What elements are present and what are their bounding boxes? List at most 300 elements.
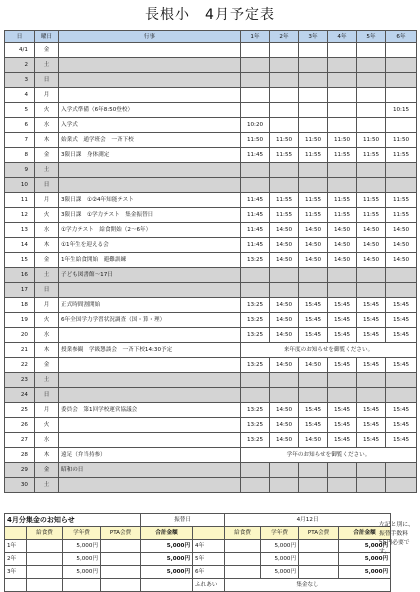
- dismissal-time-cell: [299, 58, 328, 73]
- dismissal-time-cell: [270, 178, 299, 193]
- dismissal-time-cell: 13:25: [241, 358, 270, 373]
- dismissal-time-cell: 14:50: [299, 253, 328, 268]
- weekday-cell: 火: [35, 313, 59, 328]
- day-cell: 21: [5, 343, 35, 358]
- dismissal-time-cell: [270, 478, 299, 493]
- event-cell: [59, 178, 241, 193]
- fee-empty: [101, 579, 141, 592]
- dismissal-time-cell: [357, 43, 386, 58]
- day-cell: 25: [5, 403, 35, 418]
- fee-pta: [299, 540, 339, 553]
- dismissal-time-cell: 11:55: [270, 193, 299, 208]
- event-cell: [59, 418, 241, 433]
- dismissal-time-cell: [328, 103, 357, 118]
- event-cell: [59, 73, 241, 88]
- event-cell: 3限日課 身体測定: [59, 148, 241, 163]
- weekday-cell: 水: [35, 433, 59, 448]
- day-cell: 16: [5, 268, 35, 283]
- dismissal-time-cell: 11:50: [386, 133, 417, 148]
- weekday-cell: 木: [35, 133, 59, 148]
- table-row: [5, 388, 417, 403]
- dismissal-time-cell: [357, 478, 386, 493]
- dismissal-time-cell: [386, 283, 417, 298]
- dismissal-time-cell: 15:45: [386, 358, 417, 373]
- fee-grade-fee: 5,000円: [261, 553, 299, 566]
- event-cell: [59, 43, 241, 58]
- table-row: [5, 418, 417, 433]
- transfer-date-label: 振替日: [141, 514, 225, 527]
- day-cell: 30: [5, 478, 35, 493]
- weekday-cell: 金: [35, 43, 59, 58]
- dismissal-time-cell: [357, 73, 386, 88]
- header-grade1: 1年: [241, 31, 270, 43]
- fee-total: 5,000円: [141, 566, 193, 579]
- dismissal-time-cell: [270, 388, 299, 403]
- dismissal-time-cell: [241, 283, 270, 298]
- dismissal-time-cell: [357, 283, 386, 298]
- day-cell: 28: [5, 448, 35, 463]
- fee-grade-fee: 5,000円: [261, 566, 299, 579]
- dismissal-time-cell: 14:50: [270, 238, 299, 253]
- table-row: [5, 103, 417, 118]
- dismissal-time-cell: 15:45: [299, 298, 328, 313]
- dismissal-time-cell: [386, 73, 417, 88]
- weekday-cell: 水: [35, 223, 59, 238]
- event-cell: 遠足（弁当持参）: [59, 448, 241, 463]
- table-row: [5, 223, 417, 238]
- dismissal-time-cell: [328, 388, 357, 403]
- event-cell: 3限日課 ①②4年知能テスト: [59, 193, 241, 208]
- fee-row: [5, 553, 391, 566]
- fee-empty: [27, 579, 63, 592]
- table-row: [5, 403, 417, 418]
- dismissal-time-cell: [357, 463, 386, 478]
- header-day: 日: [5, 31, 35, 43]
- day-cell: 20: [5, 328, 35, 343]
- dismissal-time-cell: [299, 478, 328, 493]
- event-cell: ①学力テスト 給食開始（2～6年）: [59, 223, 241, 238]
- weekday-cell: 月: [35, 193, 59, 208]
- fee-header-pta: PTA会費: [101, 527, 141, 540]
- dismissal-time-cell: 13:25: [241, 253, 270, 268]
- header-event: 行事: [59, 31, 241, 43]
- dismissal-time-cell: 11:45: [241, 208, 270, 223]
- dismissal-time-cell: 11:50: [270, 133, 299, 148]
- fee-lunch: [225, 566, 261, 579]
- fee-grade-fee: 5,000円: [63, 566, 101, 579]
- dismissal-time-cell: [386, 43, 417, 58]
- dismissal-time-cell: [299, 73, 328, 88]
- dismissal-time-cell: 15:45: [357, 358, 386, 373]
- dismissal-time-cell: 11:55: [328, 148, 357, 163]
- dismissal-time-cell: 11:55: [386, 193, 417, 208]
- dismissal-time-cell: 15:45: [328, 328, 357, 343]
- dismissal-time-cell: 11:55: [357, 148, 386, 163]
- dismissal-time-cell: 15:45: [386, 298, 417, 313]
- dismissal-time-cell: 11:55: [299, 208, 328, 223]
- day-cell: 17: [5, 283, 35, 298]
- day-cell: 6: [5, 118, 35, 133]
- fee-header-total: 合計金額: [141, 527, 193, 540]
- day-cell: 7: [5, 133, 35, 148]
- dismissal-time-cell: [328, 178, 357, 193]
- fee-title: 4月分集金のお知らせ: [5, 514, 141, 527]
- dismissal-time-cell: [299, 43, 328, 58]
- table-row: [5, 253, 417, 268]
- dismissal-time-cell: [328, 73, 357, 88]
- fee-empty: [5, 579, 27, 592]
- day-cell: 19: [5, 313, 35, 328]
- dismissal-time-cell: [270, 103, 299, 118]
- dismissal-time-cell: [270, 283, 299, 298]
- dismissal-time-cell: [270, 373, 299, 388]
- dismissal-time-cell: [270, 268, 299, 283]
- header-grade3: 3年: [299, 31, 328, 43]
- dismissal-time-cell: [241, 103, 270, 118]
- dismissal-time-cell: 14:50: [270, 253, 299, 268]
- fee-total: 5,000円: [141, 553, 193, 566]
- fee-empty: [141, 579, 193, 592]
- dismissal-time-cell: [386, 118, 417, 133]
- event-cell: [59, 283, 241, 298]
- dismissal-time-cell: 11:55: [386, 148, 417, 163]
- event-cell: [59, 328, 241, 343]
- day-cell: 23: [5, 373, 35, 388]
- dismissal-time-cell: 11:50: [241, 133, 270, 148]
- event-cell: 3限日課 ①学力テスト 集金振替日: [59, 208, 241, 223]
- day-cell: 10: [5, 178, 35, 193]
- fee-header-grade: 学年費: [261, 527, 299, 540]
- fee-grade: 1年: [5, 540, 27, 553]
- fee-pta: [101, 553, 141, 566]
- table-row: [5, 343, 417, 358]
- table-row: [5, 118, 417, 133]
- fee-side-note: 左記と別に、振替手数料55円必要です。: [379, 522, 414, 555]
- day-cell: 4/1: [5, 43, 35, 58]
- weekday-cell: 金: [35, 253, 59, 268]
- dismissal-time-cell: [299, 163, 328, 178]
- fee-grade: 2年: [5, 553, 27, 566]
- weekday-cell: 土: [35, 268, 59, 283]
- day-cell: 12: [5, 208, 35, 223]
- dismissal-time-cell: 14:50: [357, 223, 386, 238]
- table-row: [5, 268, 417, 283]
- dismissal-time-cell: 15:45: [328, 358, 357, 373]
- dismissal-time-cell: [241, 478, 270, 493]
- dismissal-time-cell: 14:50: [270, 403, 299, 418]
- event-cell: 授業参観 学級懇談会 一斉下校14:30予定: [59, 343, 241, 358]
- table-row: [5, 433, 417, 448]
- dismissal-time-cell: 15:45: [357, 418, 386, 433]
- dismissal-time-cell: 13:25: [241, 313, 270, 328]
- dismissal-time-cell: [328, 373, 357, 388]
- dismissal-time-cell: [241, 163, 270, 178]
- event-cell: 昭和の日: [59, 463, 241, 478]
- weekday-cell: 木: [35, 448, 59, 463]
- table-row: [5, 358, 417, 373]
- weekday-cell: 土: [35, 163, 59, 178]
- dismissal-time-cell: [328, 88, 357, 103]
- table-row: [5, 463, 417, 478]
- event-cell: 始業式 通学班会 一斉下校: [59, 133, 241, 148]
- dismissal-time-cell: 14:50: [386, 223, 417, 238]
- dismissal-time-cell: [386, 58, 417, 73]
- dismissal-time-cell: 15:45: [299, 313, 328, 328]
- day-cell: 13: [5, 223, 35, 238]
- dismissal-time-cell: 11:50: [328, 133, 357, 148]
- dismissal-time-cell: 14:50: [328, 253, 357, 268]
- fee-total: 5,000円: [339, 553, 391, 566]
- weekday-cell: 水: [35, 328, 59, 343]
- event-cell: [59, 433, 241, 448]
- table-row: [5, 73, 417, 88]
- fee-header-row: [5, 527, 391, 540]
- table-row: [5, 88, 417, 103]
- dismissal-time-cell: [357, 103, 386, 118]
- transfer-date: 4月12日: [225, 514, 391, 527]
- dismissal-time-cell: [270, 43, 299, 58]
- dismissal-time-cell: [241, 373, 270, 388]
- fee-grade-fee: 5,000円: [261, 540, 299, 553]
- page-title: 長根小 4月予定表: [145, 7, 275, 23]
- dismissal-time-cell: [357, 373, 386, 388]
- fee-none: 集金なし: [225, 579, 391, 592]
- dismissal-time-cell: 15:45: [386, 433, 417, 448]
- table-row: [5, 238, 417, 253]
- fee-row: [5, 540, 391, 553]
- dismissal-time-cell: [328, 43, 357, 58]
- table-row: [5, 58, 417, 73]
- weekday-cell: 土: [35, 373, 59, 388]
- weekday-cell: 金: [35, 463, 59, 478]
- fee-grade: 3年: [5, 566, 27, 579]
- dismissal-time-cell: 15:45: [299, 403, 328, 418]
- dismissal-time-cell: [386, 163, 417, 178]
- fee-grade: 4年: [193, 540, 225, 553]
- dismissal-time-cell: [299, 373, 328, 388]
- fee-lunch: [27, 553, 63, 566]
- fee-grade-fee: 5,000円: [63, 540, 101, 553]
- dismissal-time-cell: 15:45: [386, 418, 417, 433]
- dismissal-time-cell: [241, 73, 270, 88]
- day-cell: 5: [5, 103, 35, 118]
- fee-grade-header: [5, 527, 27, 540]
- dismissal-time-cell: 11:55: [328, 208, 357, 223]
- dismissal-time-cell: [357, 58, 386, 73]
- weekday-cell: 火: [35, 208, 59, 223]
- dismissal-time-cell: 14:50: [270, 328, 299, 343]
- dismissal-time-cell: 11:55: [299, 148, 328, 163]
- table-row: [5, 313, 417, 328]
- dismissal-time-cell: [357, 88, 386, 103]
- fee-row: [5, 566, 391, 579]
- dismissal-time-cell: [328, 268, 357, 283]
- day-cell: 11: [5, 193, 35, 208]
- schedule-table: [4, 30, 417, 493]
- dismissal-time-cell: 11:55: [386, 208, 417, 223]
- dismissal-time-cell: 14:50: [270, 433, 299, 448]
- weekday-cell: 月: [35, 298, 59, 313]
- day-cell: 8: [5, 148, 35, 163]
- weekday-cell: 火: [35, 418, 59, 433]
- dismissal-time-cell: [270, 118, 299, 133]
- dismissal-time-cell: 11:55: [299, 193, 328, 208]
- fee-total: 5,000円: [339, 566, 391, 579]
- dismissal-time-cell: [328, 58, 357, 73]
- fee-header-lunch: 給食費: [225, 527, 261, 540]
- day-cell: 27: [5, 433, 35, 448]
- dismissal-time-cell: [299, 268, 328, 283]
- dismissal-time-cell: [241, 268, 270, 283]
- dismissal-time-cell: [328, 283, 357, 298]
- dismissal-time-cell: [328, 478, 357, 493]
- fee-grade-fee: 5,000円: [63, 553, 101, 566]
- dismissal-time-cell: 14:50: [299, 358, 328, 373]
- dismissal-time-cell: [357, 118, 386, 133]
- event-cell: [59, 373, 241, 388]
- fee-pta: [299, 553, 339, 566]
- dismissal-time-cell: 14:50: [299, 238, 328, 253]
- dismissal-time-cell: 15:45: [357, 403, 386, 418]
- dismissal-time-cell: 14:50: [328, 238, 357, 253]
- day-cell: 3: [5, 73, 35, 88]
- dismissal-time-cell: 15:45: [357, 328, 386, 343]
- dismissal-time-cell: [386, 463, 417, 478]
- weekday-cell: 土: [35, 58, 59, 73]
- dismissal-time-cell: [386, 88, 417, 103]
- fee-lunch: [27, 566, 63, 579]
- dismissal-time-cell: 14:50: [299, 223, 328, 238]
- dismissal-time-cell: [299, 463, 328, 478]
- dismissal-time-cell: 14:50: [270, 223, 299, 238]
- header-grade6: 6年: [386, 31, 417, 43]
- dismissal-time-cell: 14:50: [386, 253, 417, 268]
- dismissal-time-cell: [357, 388, 386, 403]
- dismissal-time-cell: 15:45: [386, 403, 417, 418]
- dismissal-time-cell: 14:50: [270, 313, 299, 328]
- event-cell: [59, 358, 241, 373]
- dismissal-time-cell: 15:45: [386, 328, 417, 343]
- dismissal-time-cell: 11:45: [241, 223, 270, 238]
- weekday-cell: 水: [35, 118, 59, 133]
- dismissal-time-cell: 11:55: [328, 193, 357, 208]
- dismissal-time-cell: 14:50: [357, 238, 386, 253]
- weekday-cell: 月: [35, 403, 59, 418]
- fee-grade-header: [193, 527, 225, 540]
- weekday-cell: 木: [35, 343, 59, 358]
- dismissal-time-cell: 15:45: [386, 313, 417, 328]
- dismissal-time-cell: [299, 118, 328, 133]
- dismissal-time-cell: [328, 163, 357, 178]
- weekday-cell: 日: [35, 73, 59, 88]
- day-cell: 4: [5, 88, 35, 103]
- dismissal-time-cell: [386, 268, 417, 283]
- dismissal-time-cell: 15:45: [328, 418, 357, 433]
- dismissal-time-cell: [270, 463, 299, 478]
- weekday-cell: 木: [35, 238, 59, 253]
- header-weekday: 曜日: [35, 31, 59, 43]
- dismissal-time-cell: 13:25: [241, 403, 270, 418]
- dismissal-time-cell: [299, 103, 328, 118]
- fee-row: [5, 579, 391, 592]
- dismissal-time-cell: [270, 163, 299, 178]
- dismissal-time-cell: 11:55: [357, 208, 386, 223]
- event-cell: 正式時間割開始: [59, 298, 241, 313]
- table-row: [5, 193, 417, 208]
- fee-header-grade: 学年費: [63, 527, 101, 540]
- dismissal-time-cell: [270, 58, 299, 73]
- header-grade5: 5年: [357, 31, 386, 43]
- dismissal-time-cell: [357, 178, 386, 193]
- fee-pta: [101, 566, 141, 579]
- day-cell: 24: [5, 388, 35, 403]
- event-cell: 入学式: [59, 118, 241, 133]
- dismissal-time-cell: 15:45: [328, 298, 357, 313]
- dismissal-time-cell: 13:25: [241, 328, 270, 343]
- dismissal-time-cell: 13:25: [241, 433, 270, 448]
- fee-empty: [63, 579, 101, 592]
- fee-grade: 6年: [193, 566, 225, 579]
- event-cell: 委員会 第1回学校運営協議会: [59, 403, 241, 418]
- dismissal-time-cell: 15:45: [299, 418, 328, 433]
- weekday-cell: 金: [35, 148, 59, 163]
- weekday-cell: 日: [35, 178, 59, 193]
- day-cell: 9: [5, 163, 35, 178]
- event-cell: [59, 88, 241, 103]
- event-cell: 6年全国学力学習状況調査（国・算・理）: [59, 313, 241, 328]
- dismissal-time-cell: 10:20: [241, 118, 270, 133]
- fee-pta: [299, 566, 339, 579]
- day-cell: 26: [5, 418, 35, 433]
- table-row: [5, 298, 417, 313]
- fee-total: 5,000円: [141, 540, 193, 553]
- note-cell: 学年のお知らせを御覧ください。: [241, 448, 417, 463]
- dismissal-time-cell: 14:50: [270, 298, 299, 313]
- dismissal-time-cell: 11:50: [299, 133, 328, 148]
- event-cell: [59, 388, 241, 403]
- dismissal-time-cell: [299, 283, 328, 298]
- table-row: [5, 208, 417, 223]
- table-row: [5, 43, 417, 58]
- event-cell: ①1年生を迎える会: [59, 238, 241, 253]
- dismissal-time-cell: 11:45: [241, 148, 270, 163]
- dismissal-time-cell: 14:50: [357, 253, 386, 268]
- dismissal-time-cell: [386, 478, 417, 493]
- event-cell: 1年生給食開始 避難訓練: [59, 253, 241, 268]
- dismissal-time-cell: [270, 73, 299, 88]
- dismissal-time-cell: [241, 388, 270, 403]
- fee-pta: [101, 540, 141, 553]
- table-row: [5, 133, 417, 148]
- dismissal-time-cell: 15:45: [357, 298, 386, 313]
- fee-grade: 5年: [193, 553, 225, 566]
- dismissal-time-cell: 14:50: [299, 433, 328, 448]
- dismissal-time-cell: 15:45: [357, 313, 386, 328]
- dismissal-time-cell: [386, 178, 417, 193]
- dismissal-time-cell: 11:55: [357, 193, 386, 208]
- weekday-cell: 日: [35, 388, 59, 403]
- day-cell: 22: [5, 358, 35, 373]
- dismissal-time-cell: [357, 163, 386, 178]
- dismissal-time-cell: [241, 88, 270, 103]
- dismissal-time-cell: [386, 388, 417, 403]
- dismissal-time-cell: 14:50: [328, 223, 357, 238]
- dismissal-time-cell: [328, 118, 357, 133]
- note-cell: 来年度のお知らせを御覧ください。: [241, 343, 417, 358]
- weekday-cell: 火: [35, 103, 59, 118]
- header-grade2: 2年: [270, 31, 299, 43]
- weekday-cell: 土: [35, 478, 59, 493]
